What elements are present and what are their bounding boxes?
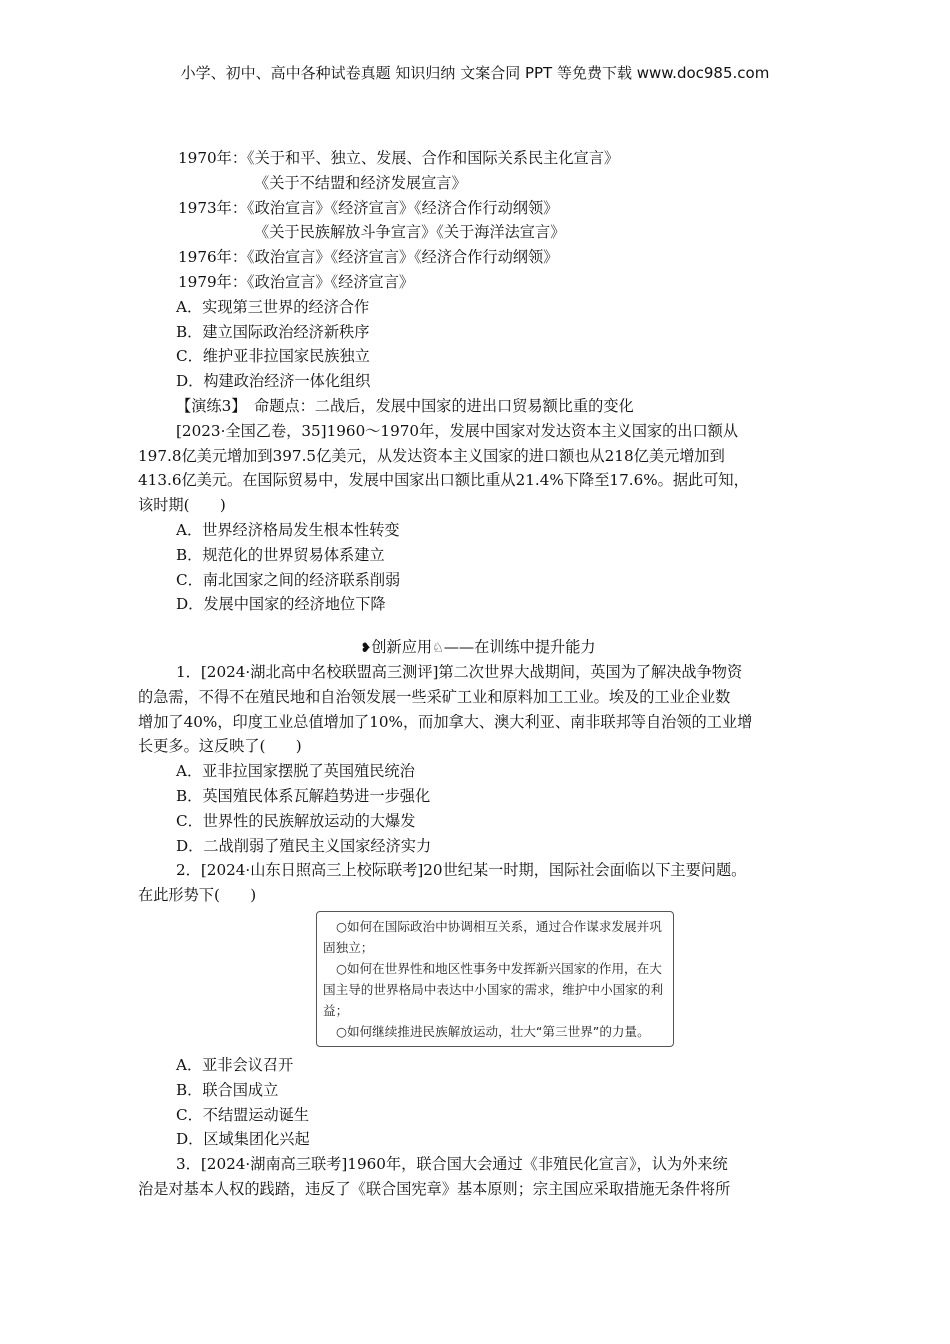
declaration-year-line: 1970年：《关于和平、独立、发展、合作和国际关系民主化宣言》 bbox=[178, 149, 620, 167]
leaf-icon: ❥ bbox=[360, 641, 372, 657]
section-heading bbox=[138, 635, 818, 660]
declaration-line: 《关于民族解放斗争宣言》《关于海洋法宣言》 bbox=[254, 223, 566, 242]
question-text: 在此形势下( ) bbox=[138, 886, 257, 905]
document-body bbox=[138, 146, 818, 1202]
option-a: A．亚非拉国家摆脱了英国殖民统治 bbox=[176, 762, 415, 781]
issue-item: ○如何在世界性和地区性事务中发挥新兴国家的作用，在大国主导的世界格局中表达中小国家的需求，维护中小国家的利益； bbox=[323, 960, 664, 1018]
question-text: 增加了40%，印度工业总值增加了10%，而加拿大、澳大利亚、南非联邦等自治领的工业增 bbox=[138, 712, 753, 731]
declaration-year-line: 1979年：《政治宣言》《经济宣言》 bbox=[178, 272, 415, 291]
option-b: B．英国殖民体系瓦解趋势进一步强化 bbox=[176, 786, 431, 805]
option-a: A．亚非会议召开 bbox=[176, 1055, 294, 1074]
option-c: C．维护亚非拉国家民族独立 bbox=[176, 347, 370, 366]
option-b: B．建立国际政治经济新秩序 bbox=[176, 322, 370, 341]
issue-item: ○如何在国际政治中协调相互关系，通过合作谋求发展并巩固独立； bbox=[323, 918, 662, 955]
question-text: 197.8亿美元增加到397.5亿美元，从发达资本主义国家的进口额也从218亿美元增加到 bbox=[138, 446, 725, 465]
question-text: 的急需，不得不在殖民地和自治领发展一些采矿工业和原料加工工业。埃及的工业企业数 bbox=[138, 687, 731, 706]
option-d: D．构建政治经济一体化组织 bbox=[176, 372, 371, 391]
option-c: C．世界性的民族解放运动的大爆发 bbox=[176, 811, 416, 830]
issues-box bbox=[316, 911, 674, 1047]
issue-item: ○如何继续推进民族解放运动，壮大“第三世界”的力量。 bbox=[336, 1023, 650, 1039]
section-title: 创新应用 bbox=[371, 638, 433, 657]
option-d: D．发展中国家的经济地位下降 bbox=[176, 595, 386, 614]
option-b: B．规范化的世界贸易体系建立 bbox=[176, 545, 385, 564]
question-text: 413.6亿美元。在国际贸易中，发展中国家出口额比重从21.4%下降至17.6%。据此可知， bbox=[138, 471, 749, 490]
question-text: [2023·全国乙卷，35]1960～1970年，发展中国家对发达资本主义国家的出口额从 bbox=[176, 421, 739, 440]
option-d: D．二战削弱了殖民主义国家经济实力 bbox=[176, 836, 432, 855]
question-text: 该时期( ) bbox=[138, 496, 226, 515]
section-subtitle: ——在训练中提升能力 bbox=[443, 638, 596, 657]
question-text: 治是对基本人权的践踏，违反了《联合国宪章》基本原则；宗主国应采取措施无条件将所 bbox=[138, 1179, 731, 1198]
option-a: A．实现第三世界的经济合作 bbox=[176, 297, 370, 316]
declaration-line: 《关于不结盟和经济发展宣言》 bbox=[254, 173, 467, 192]
option-a: A．世界经济格局发生根本性转变 bbox=[176, 520, 400, 539]
option-c: C．不结盟运动诞生 bbox=[176, 1105, 310, 1124]
question-text: 长更多。这反映了( ) bbox=[138, 737, 302, 756]
option-b: B．联合国成立 bbox=[176, 1080, 279, 1099]
drill3-title: 【演练3】 命题点：二战后，发展中国家的进出口贸易额比重的变化 bbox=[176, 396, 634, 415]
question-text: 3．[2024·湖南高三联考]1960年，联合国大会通过《非殖民化宣言》，认为外来统 bbox=[176, 1155, 728, 1174]
declaration-year-line: 1973年：《政治宣言》《经济宣言》《经济合作行动纲领》 bbox=[178, 198, 559, 217]
declaration-year-line: 1976年：《政治宣言》《经济宣言》《经济合作行动纲领》 bbox=[178, 248, 559, 267]
question-text: 2．[2024·山东日照高三上校际联考]20世纪某一时期，国际社会面临以下主要问题。 bbox=[176, 861, 747, 880]
question-text: 1．[2024·湖北高中名校联盟高三测评]第二次世界大战期间，英国为了解决战争物资 bbox=[176, 662, 743, 681]
knight-icon: ♘ bbox=[432, 641, 444, 657]
page-header: 小学、初中、高中各种试卷真题 知识归纳 文案合同 PPT 等免费下载 www.doc985.com bbox=[180, 64, 770, 82]
option-d: D．区域集团化兴起 bbox=[176, 1130, 310, 1149]
option-c: C．南北国家之间的经济联系削弱 bbox=[176, 570, 401, 589]
